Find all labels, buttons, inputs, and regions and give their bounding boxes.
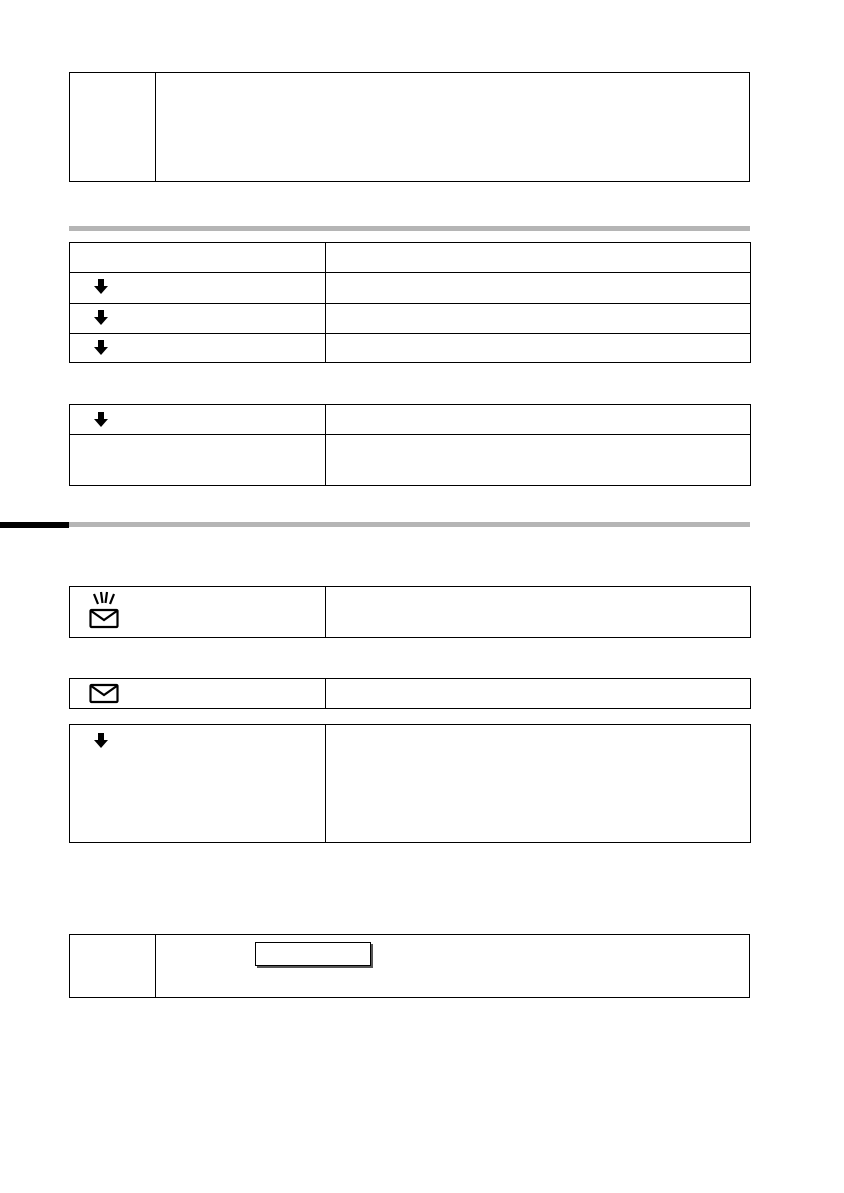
section-marker-bar (0, 522, 69, 528)
menu-table-1 (69, 242, 751, 363)
message-table-3 (69, 724, 751, 843)
section-rule-1 (69, 226, 750, 231)
note-box-bottom (69, 934, 750, 998)
table-row-line (70, 333, 750, 334)
note-box-top-divider (155, 73, 156, 181)
arrow-down-icon (94, 279, 108, 295)
table-row-line (70, 272, 750, 273)
menu-table-2 (69, 404, 751, 486)
message-table-2-divider (325, 679, 326, 708)
arrow-down-icon (94, 310, 108, 326)
arrow-down-icon (94, 412, 108, 428)
menu-table-2-divider (325, 405, 326, 485)
envelope-icon (88, 683, 120, 704)
note-box-bottom-divider (155, 935, 156, 997)
arrow-down-icon (94, 340, 108, 356)
arrow-down-icon (94, 733, 108, 749)
message-table-2 (69, 678, 751, 709)
new-message-envelope-icon (88, 591, 120, 629)
message-table-3-divider (325, 725, 326, 842)
message-table-1 (69, 586, 751, 638)
section-rule-2 (69, 522, 750, 527)
message-table-1-divider (325, 587, 326, 637)
display-softkey (255, 942, 371, 966)
note-box-top (69, 72, 750, 182)
table-row-line (70, 434, 750, 435)
table-row-line (70, 303, 750, 304)
